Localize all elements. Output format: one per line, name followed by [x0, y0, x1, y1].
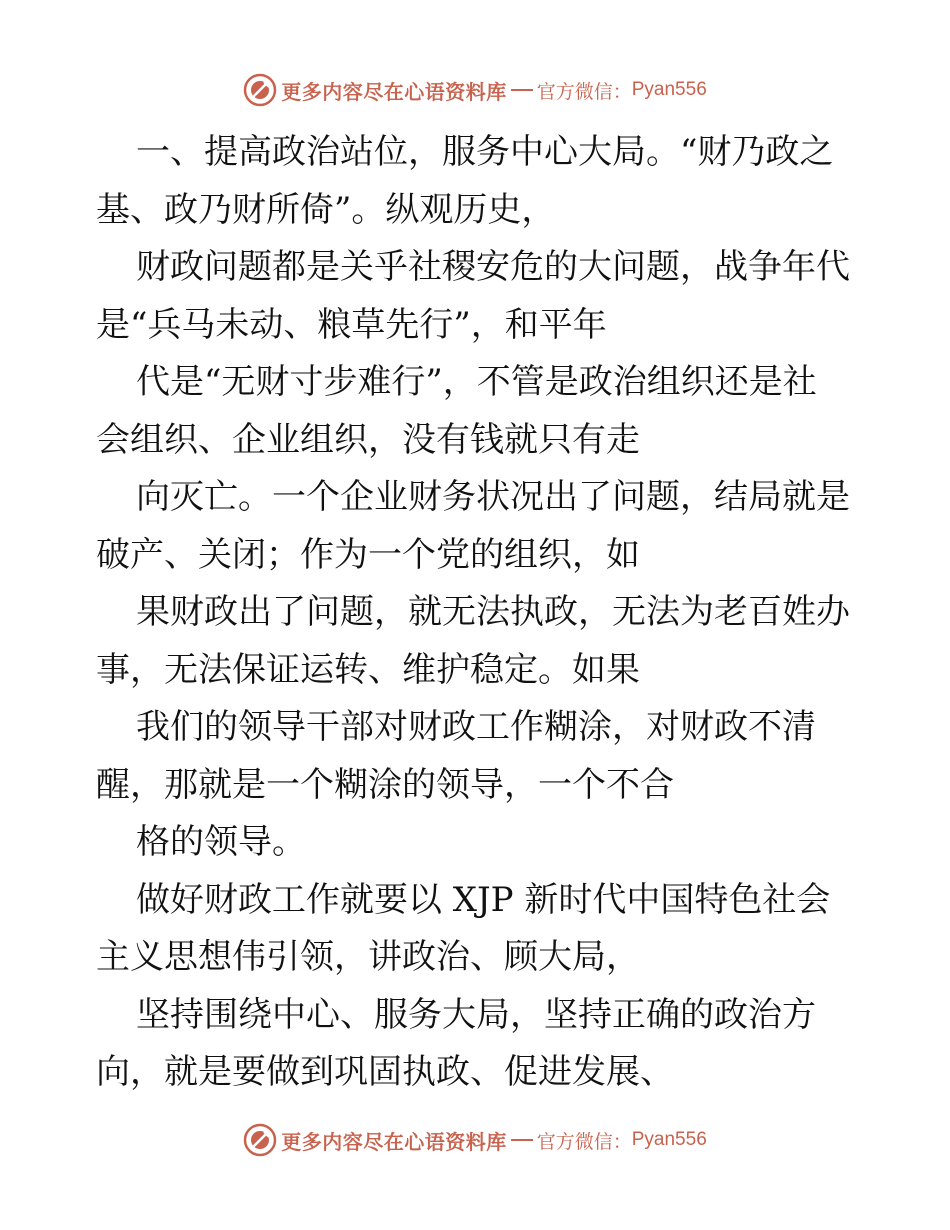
text-line: 一、提高政治站位，服务中心大局。“财乃政之: [136, 132, 834, 172]
text-line: 会组织、企业组织，没有钱就只有走: [96, 419, 640, 460]
brand-logo-icon: [243, 73, 277, 107]
text-line: 向灭亡。一个企业财务状况出了问题，结局就是: [136, 477, 850, 517]
text-line: 向，就是要做到巩固执政、促进发展、: [96, 1052, 674, 1092]
header-banner: [0, 70, 950, 110]
banner-official-label: 官方微信：: [536, 1130, 632, 1153]
banner-dash: [511, 1139, 533, 1141]
banner-official-label: 官方微信：: [536, 80, 632, 103]
text-line: 破产、关闭；作为一个党的组织，如: [96, 534, 640, 575]
text-line: 基、政乃财所倚”。纵观历史，: [96, 189, 556, 230]
text-line: 我们的领导干部对财政工作糊涂，对财政不清: [136, 707, 816, 747]
text-line: 做好财政工作就要以 XJP 新时代中国特色社会: [136, 879, 831, 920]
text-line: 主义思想伟引领，讲政治、顾大局，: [96, 937, 640, 977]
banner-dash: [511, 89, 533, 91]
banner-site-text: 更多内容尽在心语资料库: [281, 1129, 507, 1154]
banner-wechat-id: Pyan556: [631, 79, 707, 100]
text-line: 代是“无财寸步难行”，不管是政治组织还是社: [136, 362, 817, 402]
banner-wechat-id: Pyan556: [631, 1129, 707, 1150]
brand-logo-icon: [243, 1123, 277, 1157]
document-body: [96, 124, 876, 1102]
text-line: 是“兵马未动、粮草先行”，和平年: [96, 304, 607, 345]
text-line: 格的领导。: [136, 822, 306, 862]
banner-site-text: 更多内容尽在心语资料库: [281, 79, 507, 104]
text-line: 醒，那就是一个糊涂的领导，一个不合: [96, 764, 674, 805]
text-line: 事，无法保证运转、维护稳定。如果: [96, 649, 640, 690]
footer-banner: [0, 1120, 950, 1160]
text-line: 坚持围绕中心、服务大局，坚持正确的政治方: [136, 994, 816, 1035]
text-line: 财政问题都是关乎社稷安危的大问题，战争年代: [136, 247, 850, 287]
text-line: 果财政出了问题，就无法执政，无法为老百姓办: [136, 592, 850, 632]
